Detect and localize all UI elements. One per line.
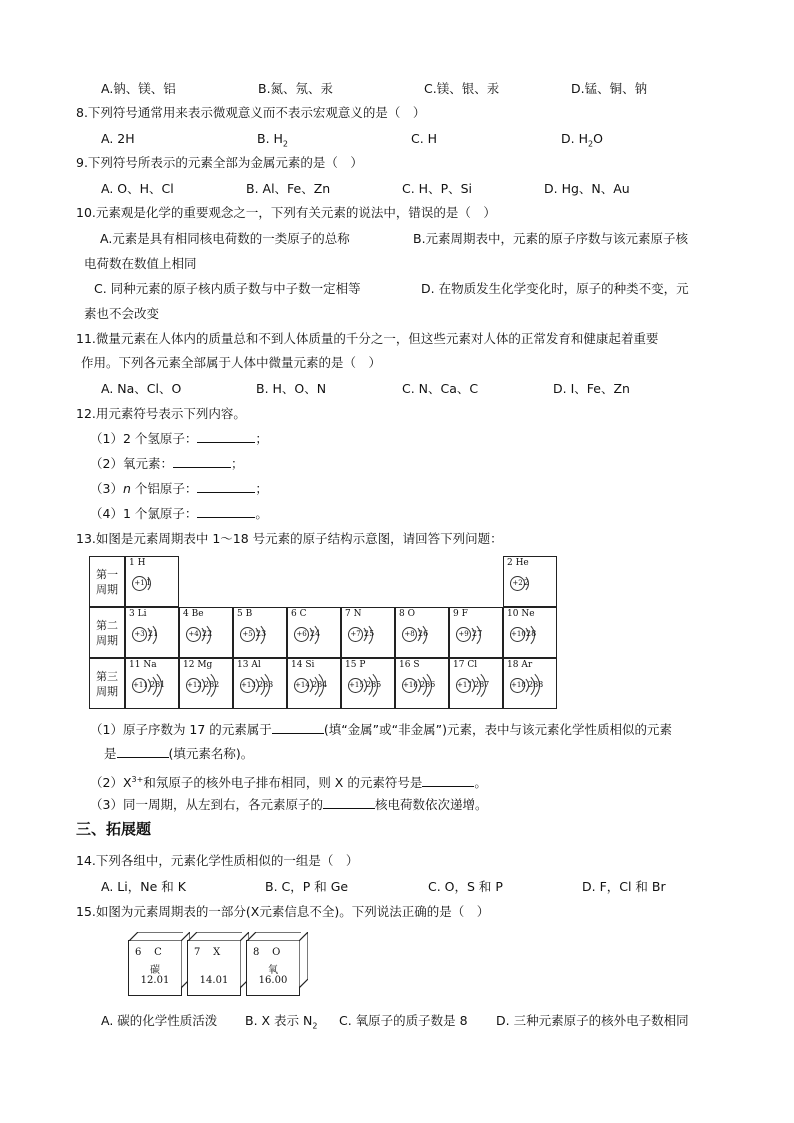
element-cell (503, 658, 557, 709)
q11-stem: 11.微量元素在人体内的质量总和不到人体质量的千分之一，但这些元素对人体的正常发育和健康起着重要 (76, 331, 659, 346)
nucleus-charge: +12 (186, 678, 201, 693)
answer-blank[interactable] (272, 721, 324, 734)
element-cell (449, 607, 503, 658)
q13-part-1-cont: 是 (填元素名称)。 (104, 746, 254, 761)
element-cell (287, 658, 341, 709)
q15-option-d: D. 三种元素原子的核外电子数相同 (496, 1013, 689, 1028)
element-cell (287, 607, 341, 658)
period-label: 第三 周期 (89, 658, 125, 709)
q8-stem: 8.下列符号通常用来表示微观意义而不表示宏观意义的是（ ） (76, 105, 426, 120)
q15-option-c: C. 氧原子的质子数是 8 (339, 1013, 468, 1028)
element-label: 11 Na (129, 660, 157, 670)
element-cell (179, 658, 233, 709)
answer-blank[interactable] (197, 430, 255, 443)
answer-blank[interactable] (117, 745, 169, 758)
nucleus-charge: +6 (294, 627, 309, 642)
electron-count: 283 (258, 680, 274, 689)
q10-option-b-cont: 电荷数在数值上相同 (84, 256, 197, 271)
nucleus-charge: +5 (240, 627, 255, 642)
q7-option-d: D.锰、铜、钠 (571, 81, 648, 96)
q12-stem: 12.用元素符号表示下列内容。 (76, 406, 246, 421)
q8-option-d: D. $H_2O$ (561, 131, 603, 149)
q8-option-a: A. 2H (101, 131, 135, 146)
q12-item-2: （2）氧元素： ； (90, 456, 244, 471)
element-cell (233, 658, 287, 709)
element-box-carbon: 6 C 碳 12.01 (128, 940, 182, 996)
element-label: 2 He (507, 558, 529, 568)
element-label: 12 Mg (183, 660, 213, 670)
element-label: 1 H (129, 558, 146, 568)
electron-count: 288 (528, 680, 544, 689)
answer-blank[interactable] (197, 480, 255, 493)
q9-option-b: B. Al、Fe、Zn (246, 181, 331, 196)
q7-option-b: B.氮、氖、汞 (258, 81, 334, 96)
q10-option-a: A.元素是具有相同核电荷数的一类原子的总称 (100, 231, 350, 246)
q15-option-b: B. X 表示 $N_2$ (245, 1013, 318, 1031)
electron-count: 27 (472, 629, 483, 638)
q13-part-3: （3）同一周期，从左到右，各元素原子的 核电荷数依次递增。 (90, 797, 488, 812)
q11-option-c: C. N、Ca、C (402, 381, 479, 396)
element-label: 3 Li (129, 609, 147, 619)
q13-part-1: （1）原子序数为 17 的元素属于 (填“金属”或“非金属”)元素，表中与该元素化学性质相似的元素 (90, 722, 672, 737)
nucleus-charge: +14 (294, 678, 309, 693)
electron-count: 25 (364, 629, 375, 638)
q14-option-c: C. O，S 和 P (428, 879, 503, 894)
q8-option-b: B. $H_2$ (257, 131, 289, 149)
nucleus-charge: +9 (456, 627, 471, 642)
electron-count: 23 (256, 629, 267, 638)
element-label: 16 S (399, 660, 420, 670)
element-cell (395, 607, 449, 658)
element-label: 7 N (345, 609, 362, 619)
period-label: 第一 周期 (89, 556, 125, 607)
element-cell (503, 607, 557, 658)
element-label: 14 Si (291, 660, 315, 670)
nucleus-charge: +3 (132, 627, 147, 642)
answer-blank[interactable] (323, 796, 375, 809)
electron-count: 22 (202, 629, 213, 638)
q14-stem: 14.下列各组中，元素化学性质相似的一组是（ ） (76, 853, 359, 868)
q10-option-b: B.元素周期表中，元素的原子序数与该元素原子核 (413, 231, 689, 246)
answer-blank[interactable] (422, 774, 474, 787)
electron-count: 287 (474, 680, 490, 689)
q9-option-c: C. H、P、Si (402, 181, 473, 196)
q12-item-3: （3）n 个铝原子： ； (90, 481, 268, 496)
nucleus-charge: +17 (456, 678, 471, 693)
q9-option-d: D. Hg、N、Au (544, 181, 630, 196)
nucleus-charge: +2 (510, 576, 525, 591)
element-label: 9 F (453, 609, 468, 619)
q15-stem: 15.如图为元素周期表的一部分(X元素信息不全)。下列说法正确的是（ ） (76, 904, 490, 919)
element-label: 5 B (237, 609, 253, 619)
q15-option-a: A. 碳的化学性质活泼 (101, 1013, 218, 1028)
nucleus-charge: +7 (348, 627, 363, 642)
nucleus-charge: +8 (402, 627, 417, 642)
element-cell (395, 658, 449, 709)
element-label: 4 Be (183, 609, 204, 619)
q8-option-c: C. H (411, 131, 438, 146)
periodic-table-diagram (89, 556, 556, 710)
q11-stem-cont: 作用。下列各元素全部属于人体中微量元素的是（ ） (81, 355, 382, 370)
element-cell-he (503, 556, 557, 607)
electron-count: 1 (146, 578, 152, 587)
q9-stem: 9.下列符号所表示的元素全部为金属元素的是（ ） (76, 155, 363, 170)
element-box-oxygen: 8 O 氧 16.00 (246, 940, 300, 996)
q13-part-2: $(2)X^{3+}$和氖原子的核外电子排布相同，则 X 的元素符号是 。 (90, 775, 487, 791)
electron-count: 285 (366, 680, 382, 689)
q14-option-a: A. Li，Ne 和 K (101, 879, 186, 894)
nucleus-charge: +10 (510, 627, 525, 642)
electron-count: 21 (148, 629, 159, 638)
electron-count: 281 (150, 680, 166, 689)
element-label: 13 Al (237, 660, 261, 670)
electron-count: 24 (310, 629, 321, 638)
nucleus-charge: +15 (348, 678, 363, 693)
element-label: 17 Cl (453, 660, 478, 670)
electron-count: 2 (524, 578, 530, 587)
electron-count: 26 (418, 629, 429, 638)
element-cell (233, 607, 287, 658)
q14-option-d: D. F，Cl 和 Br (582, 879, 666, 894)
nucleus-charge: +16 (402, 678, 417, 693)
element-cell (125, 658, 179, 709)
element-cell (449, 658, 503, 709)
q12-item-4: （4）1 个氯原子： 。 (90, 506, 268, 521)
q11-option-a: A. Na、Cl、O (101, 381, 182, 396)
element-label: 8 O (399, 609, 415, 619)
q7-option-c: C.镁、银、汞 (424, 81, 500, 96)
element-cell-h (125, 556, 179, 607)
section-heading: 三、拓展题 (76, 820, 152, 838)
element-box-x: 7 X 14.01 (187, 940, 241, 996)
q14-option-b: B. C，P 和 Ge (265, 879, 349, 894)
q10-option-d: D. 在物质发生化学变化时，原子的种类不变，元 (421, 281, 689, 296)
answer-blank[interactable] (173, 455, 231, 468)
q10-option-d-cont: 素也不会改变 (84, 306, 160, 321)
nucleus-charge: +13 (240, 678, 255, 693)
element-label: 18 Ar (507, 660, 533, 670)
q11-option-d: D. I、Fe、Zn (553, 381, 630, 396)
nucleus-charge: +4 (186, 627, 201, 642)
element-cell (125, 607, 179, 658)
element-cell (179, 607, 233, 658)
nucleus-charge: +1 (132, 576, 147, 591)
q13-stem: 13.如图是元素周期表中 1～18 号元素的原子结构示意图，请回答下列问题： (76, 531, 503, 546)
nucleus-charge: +18 (510, 678, 525, 693)
q7-option-a: A.钠、镁、铝 (101, 81, 176, 96)
element-cell (341, 658, 395, 709)
electron-count: 284 (312, 680, 328, 689)
period-label: 第二 周期 (89, 607, 125, 658)
q11-option-b: B. H、O、N (256, 381, 327, 396)
element-label: 6 C (291, 609, 307, 619)
electron-count: 28 (526, 629, 537, 638)
q10-option-c: C. 同种元素的原子核内质子数与中子数一定相等 (94, 281, 361, 296)
element-label: 15 P (345, 660, 366, 670)
answer-blank[interactable] (197, 505, 255, 518)
element-cell (341, 607, 395, 658)
q9-option-a: A. O、H、Cl (101, 181, 174, 196)
electron-count: 286 (420, 680, 436, 689)
nucleus-charge: +11 (132, 678, 147, 693)
element-label: 10 Ne (507, 609, 535, 619)
electron-count: 282 (204, 680, 220, 689)
q12-item-1: （1）2 个氢原子： ； (90, 431, 268, 446)
q10-stem: 10.元素观是化学的重要观念之一，下列有关元素的说法中，错误的是（ ） (76, 205, 496, 220)
